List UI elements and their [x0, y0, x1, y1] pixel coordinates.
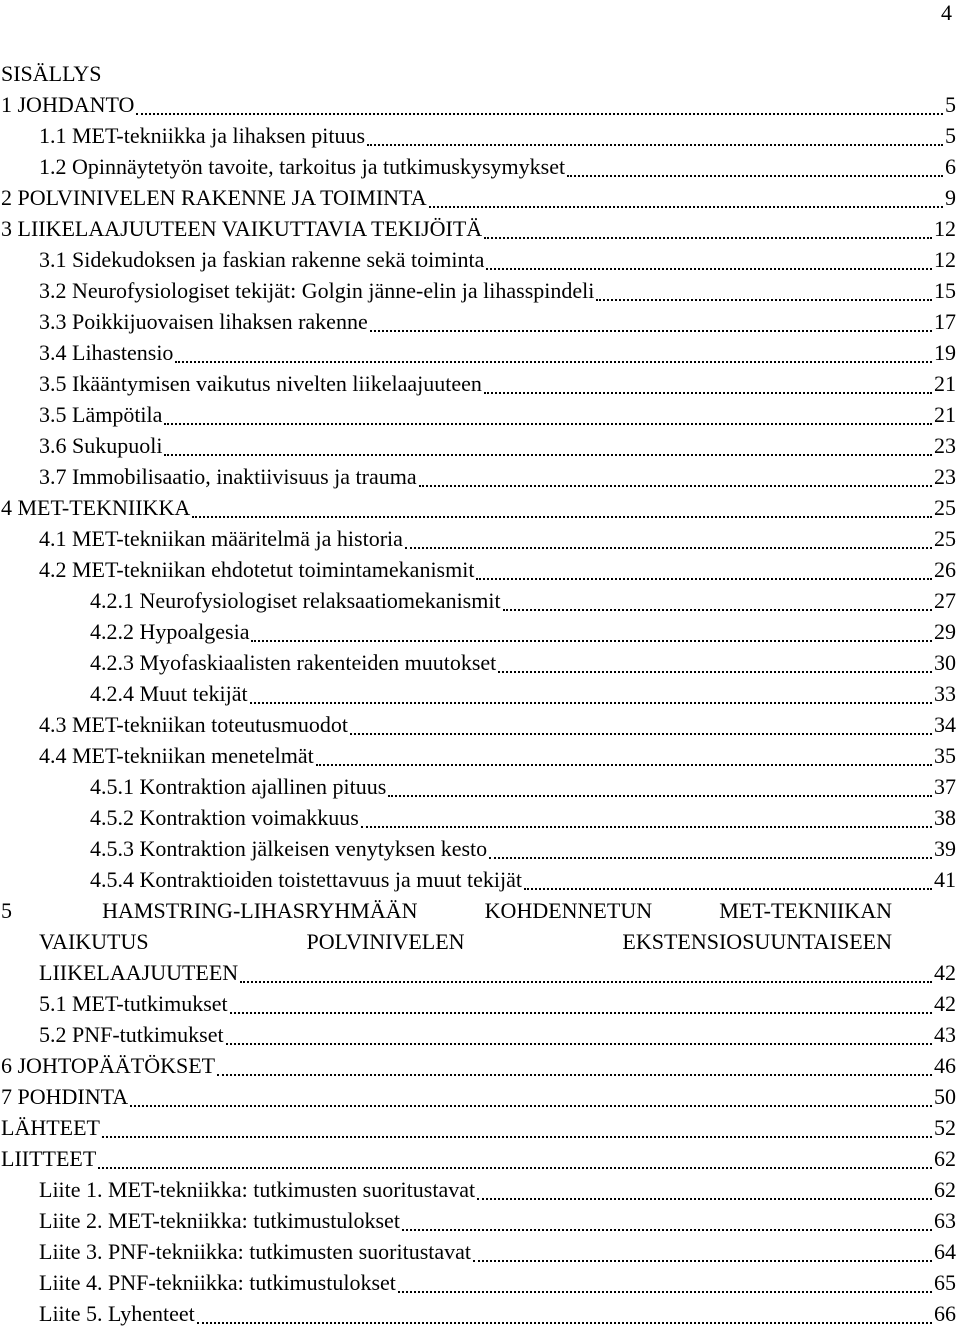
toc-entry-title: Liite 5. Lyhenteet: [39, 1300, 195, 1326]
toc-entry[interactable]: [0, 1143, 956, 1174]
dot-leader: [484, 392, 932, 394]
toc-entry[interactable]: [0, 1050, 956, 1081]
toc-entry-page: 30: [934, 649, 956, 675]
dot-leader: [251, 640, 932, 642]
toc-entry[interactable]: [0, 864, 956, 895]
toc-entry-page: 29: [934, 618, 956, 644]
toc-entry-page: 9: [945, 184, 956, 210]
dot-leader: [164, 423, 932, 425]
dot-leader: [226, 1043, 932, 1045]
toc-entry[interactable]: [0, 771, 956, 802]
toc-entry[interactable]: [0, 275, 956, 306]
toc-entry-page: 34: [934, 711, 956, 737]
toc-entry-title: 3.6 Sukupuoli: [39, 432, 163, 458]
toc-entry[interactable]: [0, 120, 956, 151]
chapter-5-number: 5: [1, 897, 12, 923]
dot-leader: [388, 795, 932, 797]
chapter-5-word: HAMSTRING-LIHASRYHMÄÄN: [102, 897, 418, 923]
toc-entry[interactable]: [0, 833, 956, 864]
dot-leader: [398, 1291, 932, 1293]
toc-entry-page: 46: [934, 1052, 956, 1078]
toc-entry-page: 50: [934, 1083, 956, 1109]
toc-entry-title: 3.4 Lihastensio: [39, 339, 174, 365]
toc-entry[interactable]: [0, 368, 956, 399]
dot-leader: [102, 1136, 932, 1138]
toc-entry-page: 17: [934, 308, 956, 334]
dot-leader: [192, 516, 932, 518]
toc-entry-title: 4.5.4 Kontraktioiden toistettavuus ja muut tekijät: [90, 866, 522, 892]
dot-leader: [405, 547, 932, 549]
toc-entry[interactable]: [0, 1174, 956, 1205]
dot-leader: [361, 826, 932, 828]
toc-entry-page: 21: [934, 370, 956, 396]
toc-entries-part2: [0, 988, 956, 1329]
dot-leader: [419, 485, 932, 487]
toc-entry-title: 4.2.3 Myofaskiaalisten rakenteiden muutokset: [90, 649, 497, 675]
toc-entry-page: 33: [934, 680, 956, 706]
toc-entry[interactable]: [0, 1081, 956, 1112]
dot-leader: [503, 609, 932, 611]
chapter-5-word: MET-TEKNIIKAN: [719, 897, 892, 923]
toc-entry[interactable]: [0, 1019, 956, 1050]
toc-entry[interactable]: [0, 89, 956, 120]
toc-entry-title: 5.1 MET-tutkimukset: [39, 990, 228, 1016]
toc-entry-chapter-5[interactable]: [0, 895, 956, 988]
toc-entry[interactable]: [0, 430, 956, 461]
toc-entry-page: 37: [934, 773, 956, 799]
toc-entry[interactable]: [0, 1205, 956, 1236]
toc-entry-page: 66: [934, 1300, 956, 1326]
dot-leader: [567, 175, 943, 177]
chapter-5-word: KOHDENNETUN: [484, 897, 653, 923]
dot-leader: [486, 268, 932, 270]
toc-entry[interactable]: [0, 802, 956, 833]
toc-entry[interactable]: [0, 1298, 956, 1329]
toc-entry-title: 3.2 Neurofysiologiset tekijät: Golgin jänne-elin ja lihasspindeli: [39, 277, 595, 303]
dot-leader: [498, 671, 932, 673]
toc-heading: SISÄLLYS: [1, 61, 102, 86]
toc-entry[interactable]: [0, 647, 956, 678]
toc-entry-page: 5: [945, 122, 956, 148]
chapter-5-line-2: [0, 926, 956, 957]
toc-entry[interactable]: [0, 523, 956, 554]
dot-leader: [429, 206, 943, 208]
toc-entry-page: 42: [934, 959, 956, 985]
toc-entry-title: 4.5.2 Kontraktion voimakkuus: [90, 804, 359, 830]
toc-entry[interactable]: [0, 616, 956, 647]
toc-entry[interactable]: [0, 182, 956, 213]
table-of-contents: [0, 89, 956, 1329]
dot-leader: [136, 113, 943, 115]
toc-entry-page: 25: [934, 494, 956, 520]
toc-entry-page: 38: [934, 804, 956, 830]
dot-leader: [367, 144, 943, 146]
toc-entries-part1: [0, 89, 956, 895]
dot-leader: [524, 888, 932, 890]
toc-entry-title: 4.2 MET-tekniikan ehdotetut toimintamekanismit: [39, 556, 475, 582]
chapter-5-line-3: [0, 957, 956, 988]
toc-entry-title: 3.3 Poikkijuovaisen lihaksen rakenne: [39, 308, 368, 334]
toc-entry-page: 21: [934, 401, 956, 427]
toc-entry-title: 4.2.1 Neurofysiologiset relaksaatiomekanismit: [90, 587, 501, 613]
toc-entry-title: 6 JOHTOPÄÄTÖKSET: [1, 1052, 216, 1078]
toc-entry-page: 15: [934, 277, 956, 303]
toc-entry[interactable]: [0, 1112, 956, 1143]
toc-entry-title: 4.3 MET-tekniikan toteutusmuodot: [39, 711, 348, 737]
toc-entry[interactable]: [0, 554, 956, 585]
toc-entry-title: 3.1 Sidekudoksen ja faskian rakenne sekä toiminta: [39, 246, 485, 272]
toc-entry-title: LÄHTEET: [1, 1114, 100, 1140]
toc-entry-page: 65: [934, 1269, 956, 1295]
dot-leader: [240, 981, 932, 983]
toc-entry-page: 52: [934, 1114, 956, 1140]
toc-entry[interactable]: [0, 213, 956, 244]
page-number: 4: [941, 0, 952, 25]
chapter-5-line-1: [0, 895, 956, 926]
toc-entry-page: 39: [934, 835, 956, 861]
toc-entry[interactable]: [0, 585, 956, 616]
toc-entry-title: 2 POLVINIVELEN RAKENNE JA TOIMINTA: [1, 184, 427, 210]
toc-entry-title: 4.4 MET-tekniikan menetelmät: [39, 742, 314, 768]
toc-entry[interactable]: [0, 740, 956, 771]
toc-entry-title: 7 POHDINTA: [1, 1083, 129, 1109]
toc-entry-page: 64: [934, 1238, 956, 1264]
dot-leader: [350, 733, 932, 735]
toc-entry-page: 19: [934, 339, 956, 365]
dot-leader: [130, 1105, 932, 1107]
dot-leader: [476, 578, 932, 580]
toc-entry-title: 3.5 Lämpötila: [39, 401, 163, 427]
toc-entry-title: Liite 4. PNF-tekniikka: tutkimustulokset: [39, 1269, 396, 1295]
toc-entry[interactable]: [0, 461, 956, 492]
dot-leader: [489, 857, 932, 859]
toc-entry-title: Liite 2. MET-tekniikka: tutkimustulokset: [39, 1207, 400, 1233]
toc-entry-page: 43: [934, 1021, 956, 1047]
toc-entry-title: 4.2.4 Muut tekijät: [90, 680, 248, 706]
toc-entry[interactable]: [0, 1236, 956, 1267]
dot-leader: [250, 702, 932, 704]
toc-entry-page: 5: [945, 91, 956, 117]
toc-entry-title: LIITTEET: [1, 1145, 97, 1171]
toc-entry-page: 42: [934, 990, 956, 1016]
toc-entry-page: 27: [934, 587, 956, 613]
toc-entry[interactable]: [0, 399, 956, 430]
chapter-5-word: EKSTENSIOSUUNTAISEEN: [622, 928, 892, 954]
chapter-5-word: VAIKUTUS: [39, 928, 149, 954]
dot-leader: [217, 1074, 932, 1076]
toc-entry[interactable]: [0, 678, 956, 709]
toc-entry-title: LIIKELAAJUUTEEN: [39, 959, 239, 985]
toc-entry-page: 26: [934, 556, 956, 582]
toc-entry-page: 12: [934, 246, 956, 272]
toc-entry-title: 5.2 PNF-tutkimukset: [39, 1021, 224, 1047]
toc-entry[interactable]: [0, 988, 956, 1019]
toc-entry-title: 1 JOHDANTO: [1, 91, 135, 117]
dot-leader: [370, 330, 932, 332]
toc-entry[interactable]: [0, 151, 956, 182]
dot-leader: [197, 1322, 932, 1324]
dot-leader: [98, 1167, 932, 1169]
toc-entry-title: 4 MET-TEKNIIKKA: [1, 494, 191, 520]
toc-entry-page: 62: [934, 1145, 956, 1171]
toc-entry-page: 35: [934, 742, 956, 768]
toc-entry[interactable]: [0, 709, 956, 740]
toc-entry-title: Liite 3. PNF-tekniikka: tutkimusten suoritustavat: [39, 1238, 472, 1264]
dot-leader: [596, 299, 932, 301]
toc-entry-title: 1.1 MET-tekniikka ja lihaksen pituus: [39, 122, 366, 148]
toc-entry-page: 63: [934, 1207, 956, 1233]
toc-entry-page: 41: [934, 866, 956, 892]
toc-entry-page: 62: [934, 1176, 956, 1202]
toc-entry[interactable]: [0, 306, 956, 337]
toc-entry-title: 3 LIIKELAAJUUTEEN VAIKUTTAVIA TEKIJÖITÄ: [1, 215, 483, 241]
dot-leader: [473, 1260, 932, 1262]
toc-entry-title: 4.2.2 Hypoalgesia: [90, 618, 250, 644]
toc-entry-title: Liite 1. MET-tekniikka: tutkimusten suoritustavat: [39, 1176, 476, 1202]
dot-leader: [316, 764, 932, 766]
toc-entry-page: 12: [934, 215, 956, 241]
toc-entry[interactable]: [0, 244, 956, 275]
toc-entry-page: 6: [945, 153, 956, 179]
dot-leader: [484, 237, 932, 239]
toc-entry-title: 4.5.3 Kontraktion jälkeisen venytyksen kesto: [90, 835, 488, 861]
toc-entry[interactable]: [0, 337, 956, 368]
toc-entry[interactable]: [0, 492, 956, 523]
dot-leader: [230, 1012, 932, 1014]
toc-entry[interactable]: [0, 1267, 956, 1298]
toc-entry-title: 1.2 Opinnäytetyön tavoite, tarkoitus ja tutkimuskysymykset: [39, 153, 566, 179]
toc-entry-title: 3.7 Immobilisaatio, inaktiivisuus ja trauma: [39, 463, 417, 489]
chapter-5-word: POLVINIVELEN: [306, 928, 465, 954]
toc-entry-title: 3.5 Ikääntymisen vaikutus nivelten liikelaajuuteen: [39, 370, 482, 396]
toc-entry-title: 4.1 MET-tekniikan määritelmä ja historia: [39, 525, 403, 551]
toc-entry-title: 4.5.1 Kontraktion ajallinen pituus: [90, 773, 387, 799]
toc-entry-page: 23: [934, 463, 956, 489]
dot-leader: [402, 1229, 932, 1231]
dot-leader: [175, 361, 932, 363]
toc-entry-page: 23: [934, 432, 956, 458]
dot-leader: [164, 454, 932, 456]
toc-entry-page: 25: [934, 525, 956, 551]
dot-leader: [477, 1198, 932, 1200]
